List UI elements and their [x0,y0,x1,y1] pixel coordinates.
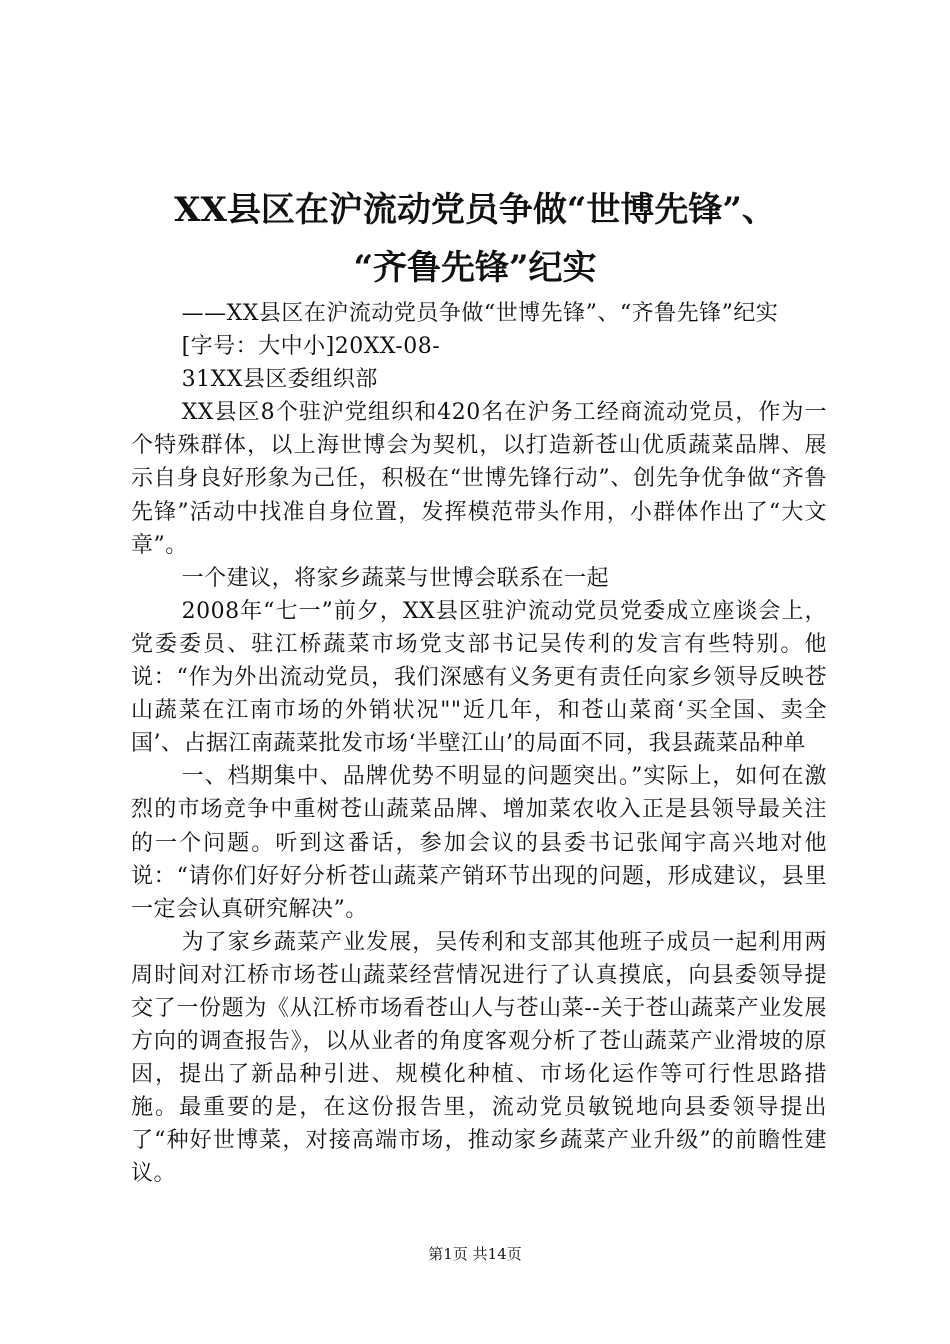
font-size-line: [字号：大中小]20XX-08- [181,334,441,360]
date-source-line: 31XX县区委组织部 [181,367,378,393]
body-paragraph: XX县区8个驻沪党组织和420名在沪务工经商流动党员，作为一个特殊群体，以上海世博会为契机，以打造新苍山优质蔬菜品牌、展示自身良好形象为己任，积极在“世博先锋行动”、创先争优争做“齐鲁先锋”活动中找准自身位置，发挥模范带头作用，小群体作出了“大文章”。 [131,400,827,558]
page-footer [0,1244,950,1264]
document-body [131,297,827,1191]
document-title-line-1: XX县区在沪流动党员争做“世博先锋”、 [174,190,776,230]
subtitle-paragraph: ——XX县区在沪流动党员争做“世博先锋”、“齐鲁先锋”纪实 [181,301,779,326]
document-title-line-2: “齐鲁先锋”纪实 [353,248,597,288]
section-heading: 一个建议，将家乡蔬菜与世博会联系在一起 [181,565,610,591]
body-paragraph: 2008年“七一”前夕，XX县区驻沪流动党员党委成立座谈会上，党委委员、驻江桥蔬菜市场党支部书记吴传利的发言有些特别。他说：“作为外出流动党员，我们深感有义务更有责任向家乡领导反映苍山蔬菜在江南市场的外销状况""近几年，和苍山菜商‘买全国、卖全国’、占据江南蔬菜批发市场‘半壁江山’的局面不同，我县蔬菜品种单 [131,598,827,757]
body-paragraph: 一、档期集中、品牌优势不明显的问题突出。”实际上，如何在激烈的市场竞争中重树苍山蔬菜品牌、增加菜农收入正是县领导最关注的一个问题。听到这番话，参加会议的县委书记张闻宇高兴地对他说：“请你们好好分析苍山蔬菜产销环节出现的问题，形成建议，县里一定会认真研究解决”。 [131,764,827,922]
body-paragraph: 为了家乡蔬菜产业发展，吴传利和支部其他班子成员一起利用两周时间对江桥市场苍山蔬菜经营情况进行了认真摸底，向县委领导提交了一份题为《从江桥市场看苍山人与苍山菜--关于苍山蔬菜产业发展方向的调查报告》，以从业者的角度客观分析了苍山蔬菜产业滑坡的原因，提出了新品种引进、规模化种植、市场化运作等可行性思路措施。最重要的是，在这份报告里，流动党员敏锐地向县委领导提出了“种好世博菜，对接高端市场，推动家乡蔬菜产业升级”的前瞻性建议。 [131,929,827,1187]
page-number-label: 第1页 共14页 [428,1245,522,1263]
